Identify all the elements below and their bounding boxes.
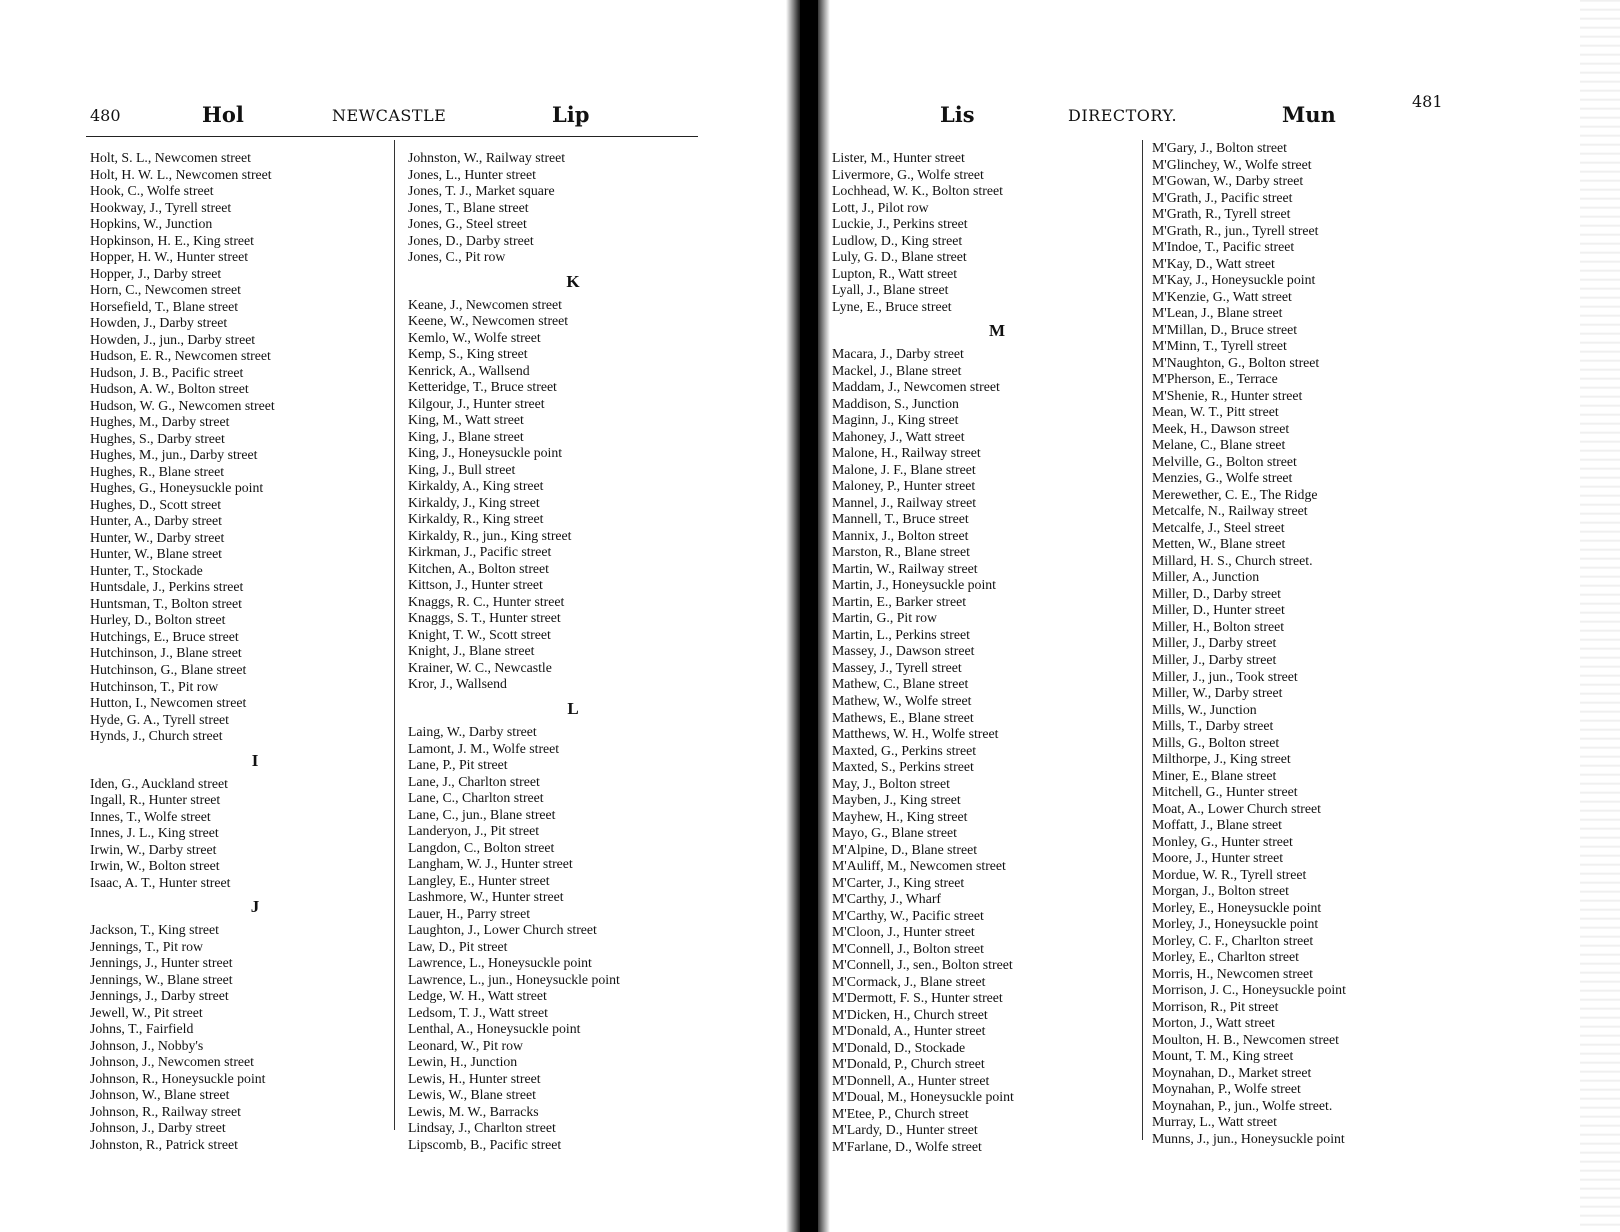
- directory-entry: Mills, G., Bolton street: [1152, 734, 1280, 750]
- directory-entry: Hynds, J., Church street: [90, 728, 223, 744]
- directory-entry: Keene, W., Newcomen street: [408, 313, 569, 329]
- directory-entry: Johnson, J., Newcomen street: [90, 1054, 254, 1070]
- directory-entry: Morley, C. F., Charlton street: [1152, 932, 1314, 948]
- directory-entry: Lane, P., Pit street: [408, 757, 508, 773]
- directory-entry: Hughes, D., Scott street: [90, 496, 222, 512]
- directory-entry: Moffatt, J., Blane street: [1152, 817, 1283, 833]
- directory-entry: Landeryon, J., Pit street: [408, 823, 540, 839]
- directory-entry: Mahoney, J., Watt street: [832, 428, 965, 444]
- directory-entry: M'Donnell, A., Hunter street: [832, 1072, 990, 1088]
- directory-entry: Mitchell, G., Hunter street: [1152, 784, 1298, 800]
- directory-entry: M'Dicken, H., Church street: [832, 1006, 988, 1022]
- directory-entry: Jennings, J., Hunter street: [90, 955, 233, 971]
- section-letter: K: [566, 271, 580, 291]
- directory-entry: Hutton, I., Newcomen street: [90, 695, 247, 711]
- directory-entry: Mathew, W., Wolfe street: [832, 692, 972, 708]
- directory-entry: M'Lardy, D., Hunter street: [832, 1122, 978, 1138]
- directory-entry: Lewin, H., Junction: [408, 1054, 518, 1070]
- directory-entry: Maloney, P., Hunter street: [832, 478, 976, 494]
- directory-entry: Melville, G., Bolton street: [1152, 453, 1297, 469]
- directory-entry: Huntsdale, J., Perkins street: [90, 579, 244, 595]
- directory-entry: Mordue, W. R., Tyrell street: [1152, 866, 1307, 882]
- directory-entry: M'Donald, D., Stockade: [832, 1039, 966, 1055]
- directory-entry: M'Minn, T., Tyrell street: [1152, 338, 1287, 354]
- directory-entry: Kror, J., Wallsend: [408, 676, 507, 692]
- directory-column-1: [90, 150, 420, 1153]
- directory-entry: Moulton, H. B., Newcomen street: [1152, 1031, 1339, 1047]
- directory-entry: Johnson, R., Railway street: [90, 1103, 241, 1119]
- directory-entry: M'Etee, P., Church street: [832, 1105, 969, 1121]
- directory-entry: Knight, T. W., Scott street: [408, 626, 551, 642]
- directory-entry: Massey, J., Dawson street: [832, 643, 975, 659]
- directory-entry: Lyall, J., Blane street: [832, 282, 949, 298]
- directory-entry: M'Carter, J., King street: [832, 874, 965, 890]
- directory-entry: Mackel, J., Blane street: [832, 362, 962, 378]
- directory-entry: Luckie, J., Perkins street: [832, 216, 968, 232]
- directory-entry: Miller, D., Hunter street: [1152, 602, 1285, 618]
- directory-entry: Lister, M., Hunter street: [832, 150, 965, 165]
- directory-entry: Hutchinson, G., Blane street: [90, 661, 247, 677]
- running-head-last-word: Mun: [1282, 102, 1336, 127]
- directory-entry: Holt, H. W. L., Newcomen street: [90, 166, 272, 182]
- directory-entry: Jennings, W., Blane street: [90, 971, 233, 987]
- directory-entry: Hopkins, W., Junction: [90, 216, 213, 232]
- directory-entry: Kirkaldy, R., jun., King street: [408, 527, 572, 543]
- directory-entry: Mannel, J., Railway street: [832, 494, 977, 510]
- directory-entry: Johnston, R., Patrick street: [90, 1136, 238, 1152]
- directory-entry: Lamont, J. M., Wolfe street: [408, 740, 560, 756]
- directory-entry: Miller, W., Darby street: [1152, 685, 1283, 701]
- directory-entry: Matthews, W. H., Wolfe street: [832, 726, 999, 742]
- directory-entry: Maxted, G., Perkins street: [832, 742, 977, 758]
- directory-entry: Maddam, J., Newcomen street: [832, 379, 1000, 395]
- directory-entry: Howden, J., jun., Darby street: [90, 331, 256, 347]
- directory-entry: Lenthal, A., Honeysuckle point: [408, 1021, 581, 1037]
- directory-entry: Irwin, W., Darby street: [90, 841, 217, 857]
- directory-entry: Kemp, S., King street: [408, 346, 528, 362]
- directory-entry: Jones, L., Hunter street: [408, 166, 536, 182]
- directory-entry: Mannix, J., Bolton street: [832, 527, 969, 543]
- directory-entry: M'Cloon, J., Hunter street: [832, 924, 975, 940]
- directory-entry: Ludlow, D., King street: [832, 232, 963, 248]
- directory-entry: Morley, J., Honeysuckle point: [1152, 916, 1319, 932]
- directory-entry: M'Gary, J., Bolton street: [1152, 140, 1287, 155]
- directory-entry: Hunter, W., Blane street: [90, 546, 223, 562]
- directory-entry: Hudson, A. W., Bolton street: [90, 381, 249, 397]
- directory-entry: M'Grath, R., jun., Tyrell street: [1152, 222, 1319, 238]
- directory-entry: M'Naughton, G., Bolton street: [1152, 354, 1320, 370]
- directory-entry: Lewis, W., Blane street: [408, 1087, 536, 1103]
- section-letter: M: [988, 321, 1006, 341]
- directory-entry: Innes, T., Wolfe street: [90, 808, 211, 824]
- directory-entry: Howden, J., Darby street: [90, 315, 228, 331]
- directory-entry: Mayo, G., Blane street: [832, 825, 957, 841]
- directory-entry: Mathew, C., Blane street: [832, 676, 969, 692]
- directory-entry: M'Grath, R., Tyrell street: [1152, 206, 1291, 222]
- directory-entry: Miner, E., Blane street: [1152, 767, 1277, 783]
- directory-entry: Horn, C., Newcomen street: [90, 282, 241, 298]
- directory-entry: Johnson, J., Darby street: [90, 1120, 226, 1136]
- directory-entry: Martin, J., Honeysuckle point: [832, 577, 997, 593]
- directory-entry: Macara, J., Darby street: [832, 346, 964, 362]
- directory-entry: M'Connell, J., Bolton street: [832, 940, 984, 956]
- directory-entry: Kemlo, W., Wolfe street: [408, 329, 541, 345]
- directory-column-4: [1152, 140, 1482, 1147]
- directory-entry: Jackson, T., King street: [90, 922, 220, 938]
- directory-entry: Hunter, W., Darby street: [90, 529, 225, 545]
- directory-entry: Hudson, J. B., Pacific street: [90, 364, 244, 380]
- directory-entry: M'Kay, D., Watt street: [1152, 255, 1275, 271]
- directory-entry: Hook, C., Wolfe street: [90, 183, 214, 199]
- directory-entry: Luly, G. D., Blane street: [832, 249, 967, 265]
- directory-entry: Kitchen, A., Bolton street: [408, 560, 550, 576]
- directory-entry: Hunter, A., Darby street: [90, 513, 223, 529]
- directory-entry: M'Dermott, F. S., Hunter street: [832, 990, 1003, 1006]
- directory-entry: Milthorpe, J., King street: [1152, 751, 1291, 767]
- directory-entry: Jones, D., Darby street: [408, 232, 534, 248]
- directory-entry: Ingall, R., Hunter street: [90, 792, 221, 808]
- directory-entry: Morley, E., Charlton street: [1152, 949, 1300, 965]
- directory-entry: Johnson, R., Honeysuckle point: [90, 1070, 266, 1086]
- directory-entry: Hughes, M., jun., Darby street: [90, 447, 258, 463]
- directory-entry: Miller, J., jun., Took street: [1152, 668, 1298, 684]
- directory-entry: Metten, W., Blane street: [1152, 536, 1286, 552]
- directory-entry: M'Alpine, D., Blane street: [832, 841, 978, 857]
- directory-entry: Jones, T., Blane street: [408, 199, 529, 215]
- directory-entry: M'Cormack, J., Blane street: [832, 973, 986, 989]
- directory-entry: Lewis, M. W., Barracks: [408, 1103, 539, 1119]
- directory-entry: Jones, G., Steel street: [408, 216, 527, 232]
- directory-entry: M'Connell, J., sen., Bolton street: [832, 957, 1013, 973]
- directory-entry: M'Auliff, M., Newcomen street: [832, 858, 1006, 874]
- directory-entry: Johns, T., Fairfield: [90, 1021, 194, 1037]
- directory-entry: M'Kenzie, G., Watt street: [1152, 288, 1292, 304]
- directory-entry: Krainer, W. C., Newcastle: [408, 659, 552, 675]
- directory-entry: Miller, J., Darby street: [1152, 651, 1277, 667]
- directory-entry: Lochhead, W. K., Bolton street: [832, 183, 1003, 199]
- directory-entry: Hutchings, E., Bruce street: [90, 628, 239, 644]
- directory-entry: Hughes, R., Blane street: [90, 463, 225, 479]
- section-letter: J: [250, 897, 260, 917]
- directory-column-3: [832, 150, 1162, 1155]
- directory-entry: Mathews, E., Blane street: [832, 709, 974, 725]
- directory-entry: Livermore, G., Wolfe street: [832, 166, 984, 182]
- directory-entry: Mannell, T., Bruce street: [832, 511, 969, 527]
- directory-column-2: [408, 150, 738, 1153]
- running-head-title: NEWCASTLE: [332, 106, 447, 125]
- directory-entry: Huntsman, T., Bolton street: [90, 595, 243, 611]
- directory-entry: King, J., Honeysuckle point: [408, 445, 563, 461]
- directory-entry: Hudson, E. R., Newcomen street: [90, 348, 271, 364]
- directory-entry: Lawrence, L., jun., Honeysuckle point: [408, 971, 620, 987]
- directory-entry: Morrison, R., Pit street: [1152, 998, 1279, 1014]
- directory-entry: Moynahan, P., Wolfe street: [1152, 1081, 1301, 1097]
- directory-entry: Massey, J., Tyrell street: [832, 659, 962, 675]
- directory-entry: M'Indoe, T., Pacific street: [1152, 239, 1295, 255]
- directory-entry: M'Carthy, W., Pacific street: [832, 907, 984, 923]
- directory-entry: Moore, J., Hunter street: [1152, 850, 1284, 866]
- directory-entry: Hunter, T., Stockade: [90, 562, 203, 578]
- directory-entry: Moynahan, D., Market street: [1152, 1064, 1312, 1080]
- directory-entry: Kirkaldy, R., King street: [408, 511, 544, 527]
- directory-entry: Hopkinson, H. E., King street: [90, 232, 255, 248]
- directory-entry: Langham, W. J., Hunter street: [408, 856, 573, 872]
- directory-entry: Hurley, D., Bolton street: [90, 612, 226, 628]
- directory-entry: Martin, W., Railway street: [832, 560, 978, 576]
- page-edge: [1580, 0, 1620, 1232]
- directory-entry: Lewis, H., Hunter street: [408, 1070, 541, 1086]
- running-head-first-word: Lis: [940, 102, 975, 127]
- directory-entry: Morris, H., Newcomen street: [1152, 965, 1313, 981]
- directory-entry: Kirkman, J., Pacific street: [408, 544, 552, 560]
- directory-entry: Jennings, J., Darby street: [90, 988, 229, 1004]
- directory-entry: Holt, S. L., Newcomen street: [90, 150, 251, 165]
- directory-entry: Mayben, J., King street: [832, 792, 961, 808]
- directory-entry: Lupton, R., Watt street: [832, 265, 958, 281]
- directory-entry: Murray, L., Watt street: [1152, 1114, 1277, 1130]
- section-letter: I: [251, 750, 259, 770]
- directory-entry: Marston, R., Blane street: [832, 544, 970, 560]
- directory-entry: M'Pherson, E., Terrace: [1152, 371, 1278, 387]
- directory-entry: Lane, C., jun., Blane street: [408, 806, 556, 822]
- directory-entry: Kittson, J., Hunter street: [408, 577, 543, 593]
- directory-entry: Moynahan, P., jun., Wolfe street.: [1152, 1097, 1333, 1113]
- directory-entry: Irwin, W., Bolton street: [90, 858, 220, 874]
- directory-entry: M'Kay, J., Honeysuckle point: [1152, 272, 1316, 288]
- directory-entry: Hopper, J., Darby street: [90, 265, 222, 281]
- directory-entry: Morley, E., Honeysuckle point: [1152, 899, 1322, 915]
- directory-entry: Lawrence, L., Honeysuckle point: [408, 955, 592, 971]
- directory-entry: Maxted, S., Perkins street: [832, 759, 974, 775]
- directory-entry: Knaggs, R. C., Hunter street: [408, 593, 565, 609]
- directory-entry: Kirkaldy, J., King street: [408, 494, 540, 510]
- directory-entry: Hutchinson, J., Blane street: [90, 645, 242, 661]
- directory-entry: Metcalfe, N., Railway street: [1152, 503, 1308, 519]
- directory-entry: Morgan, J., Bolton street: [1152, 883, 1289, 899]
- directory-entry: Lashmore, W., Hunter street: [408, 889, 564, 905]
- directory-entry: Miller, D., Darby street: [1152, 585, 1281, 601]
- directory-entry: Keane, J., Newcomen street: [408, 296, 563, 312]
- directory-entry: Law, D., Pit street: [408, 938, 508, 954]
- right-page: [830, 0, 1620, 1232]
- left-page: [0, 0, 790, 1232]
- directory-entry: M'Carthy, J., Wharf: [832, 891, 942, 907]
- directory-entry: Jewell, W., Pit street: [90, 1004, 203, 1020]
- directory-entry: Lindsay, J., Charlton street: [408, 1120, 556, 1136]
- directory-entry: Kilgour, J., Hunter street: [408, 395, 545, 411]
- directory-entry: M'Grath, J., Pacific street: [1152, 189, 1293, 205]
- directory-entry: Langdon, C., Bolton street: [408, 839, 555, 855]
- directory-entry: Mills, W., Junction: [1152, 701, 1257, 717]
- directory-entry: Malone, H., Railway street: [832, 445, 981, 461]
- directory-entry: M'Farlane, D., Wolfe street: [832, 1138, 982, 1154]
- directory-entry: Monley, G., Hunter street: [1152, 833, 1293, 849]
- directory-entry: Jennings, T., Pit row: [90, 938, 203, 954]
- book-spine-shadow: [800, 0, 818, 1232]
- directory-entry: Laing, W., Darby street: [408, 723, 537, 739]
- directory-entry: M'Millan, D., Bruce street: [1152, 321, 1298, 337]
- directory-entry: Isaac, A. T., Hunter street: [90, 874, 231, 890]
- directory-entry: Mills, T., Darby street: [1152, 718, 1274, 734]
- directory-entry: Morrison, J. C., Honeysuckle point: [1152, 982, 1346, 998]
- directory-entry: Johnson, W., Blane street: [90, 1087, 230, 1103]
- directory-entry: Hughes, S., Darby street: [90, 430, 225, 446]
- directory-entry: Hughes, G., Honeysuckle point: [90, 480, 264, 496]
- directory-entry: Meek, H., Dawson street: [1152, 420, 1290, 436]
- header-rule: [86, 136, 698, 137]
- directory-entry: Laughton, J., Lower Church street: [408, 922, 597, 938]
- directory-entry: Maginn, J., King street: [832, 412, 959, 428]
- section-letter: L: [567, 698, 579, 718]
- directory-entry: Malone, J. F., Blane street: [832, 461, 976, 477]
- directory-entry: Knaggs, S. T., Hunter street: [408, 610, 561, 626]
- directory-entry: Metcalfe, J., Steel street: [1152, 519, 1285, 535]
- directory-entry: King, J., Bull street: [408, 461, 516, 477]
- running-head-title: DIRECTORY.: [1068, 106, 1178, 125]
- directory-entry: Moat, A., Lower Church street: [1152, 800, 1321, 816]
- directory-entry: Maddison, S., Junction: [832, 395, 959, 411]
- directory-entry: Lott, J., Pilot row: [832, 199, 929, 215]
- directory-entry: M'Glinchey, W., Wolfe street: [1152, 156, 1312, 172]
- directory-entry: Hudson, W. G., Newcomen street: [90, 397, 275, 413]
- directory-entry: Iden, G., Auckland street: [90, 775, 228, 791]
- directory-entry: M'Gowan, W., Darby street: [1152, 173, 1304, 189]
- directory-entry: Mayhew, H., King street: [832, 808, 968, 824]
- directory-entry: Martin, G., Pit row: [832, 610, 938, 626]
- directory-entry: Jones, C., Pit row: [408, 249, 506, 265]
- directory-entry: Miller, H., Bolton street: [1152, 618, 1285, 634]
- directory-entry: Mean, W. T., Pitt street: [1152, 404, 1279, 420]
- directory-entry: M'Lean, J., Blane street: [1152, 305, 1283, 321]
- directory-entry: Miller, A., Junction: [1152, 569, 1260, 585]
- directory-entry: Munns, J., jun., Honeysuckle point: [1152, 1130, 1345, 1146]
- directory-entry: Leonard, W., Pit row: [408, 1037, 523, 1053]
- directory-entry: Melane, C., Blane street: [1152, 437, 1286, 453]
- directory-entry: Johnson, J., Nobby's: [90, 1037, 204, 1053]
- directory-entry: Langley, E., Hunter street: [408, 872, 550, 888]
- directory-entry: Lane, C., Charlton street: [408, 790, 544, 806]
- page-number-right: 481: [1412, 92, 1443, 111]
- running-head-first-word: Hol: [202, 102, 244, 127]
- page-number-left: 480: [90, 106, 121, 125]
- directory-entry: Lane, J., Charlton street: [408, 773, 540, 789]
- directory-entry: Ledge, W. H., Watt street: [408, 988, 547, 1004]
- directory-entry: M'Shenie, R., Hunter street: [1152, 387, 1303, 403]
- directory-entry: Martin, E., Barker street: [832, 593, 967, 609]
- directory-entry: M'Doual, M., Honeysuckle point: [832, 1089, 1014, 1105]
- directory-entry: Kirkaldy, A., King street: [408, 478, 544, 494]
- directory-entry: Ketteridge, T., Bruce street: [408, 379, 557, 395]
- directory-entry: Johnston, W., Railway street: [408, 150, 566, 165]
- directory-entry: Mount, T. M., King street: [1152, 1048, 1294, 1064]
- directory-entry: Innes, J. L., King street: [90, 825, 219, 841]
- directory-entry: Martin, L., Perkins street: [832, 626, 970, 642]
- directory-entry: Lauer, H., Parry street: [408, 905, 531, 921]
- directory-entry: Knight, J., Blane street: [408, 643, 535, 659]
- directory-entry: Kenrick, A., Wallsend: [408, 362, 530, 378]
- directory-entry: King, J., Blane street: [408, 428, 524, 444]
- directory-entry: Lyne, E., Bruce street: [832, 298, 952, 314]
- directory-entry: Ledsom, T. J., Watt street: [408, 1004, 548, 1020]
- directory-entry: Hyde, G. A., Tyrell street: [90, 711, 230, 727]
- directory-entry: Jones, T. J., Market square: [408, 183, 555, 199]
- directory-entry: Hutchinson, T., Pit row: [90, 678, 219, 694]
- directory-entry: Hughes, M., Darby street: [90, 414, 230, 430]
- directory-entry: Miller, J., Darby street: [1152, 635, 1277, 651]
- directory-entry: Menzies, G., Wolfe street: [1152, 470, 1293, 486]
- directory-entry: Horsefield, T., Blane street: [90, 298, 239, 314]
- directory-entry: Millard, H. S., Church street.: [1152, 552, 1313, 568]
- directory-entry: M'Donald, P., Church street: [832, 1056, 985, 1072]
- directory-entry: Hopper, H. W., Hunter street: [90, 249, 249, 265]
- directory-entry: Hookway, J., Tyrell street: [90, 199, 232, 215]
- directory-entry: M'Donald, A., Hunter street: [832, 1023, 986, 1039]
- running-head-last-word: Lip: [552, 102, 590, 127]
- directory-entry: King, M., Watt street: [408, 412, 524, 428]
- directory-entry: May, J., Bolton street: [832, 775, 950, 791]
- directory-entry: Merewether, C. E., The Ridge: [1152, 486, 1318, 502]
- directory-entry: Morton, J., Watt street: [1152, 1015, 1275, 1031]
- directory-entry: Lipscomb, B., Pacific street: [408, 1136, 562, 1152]
